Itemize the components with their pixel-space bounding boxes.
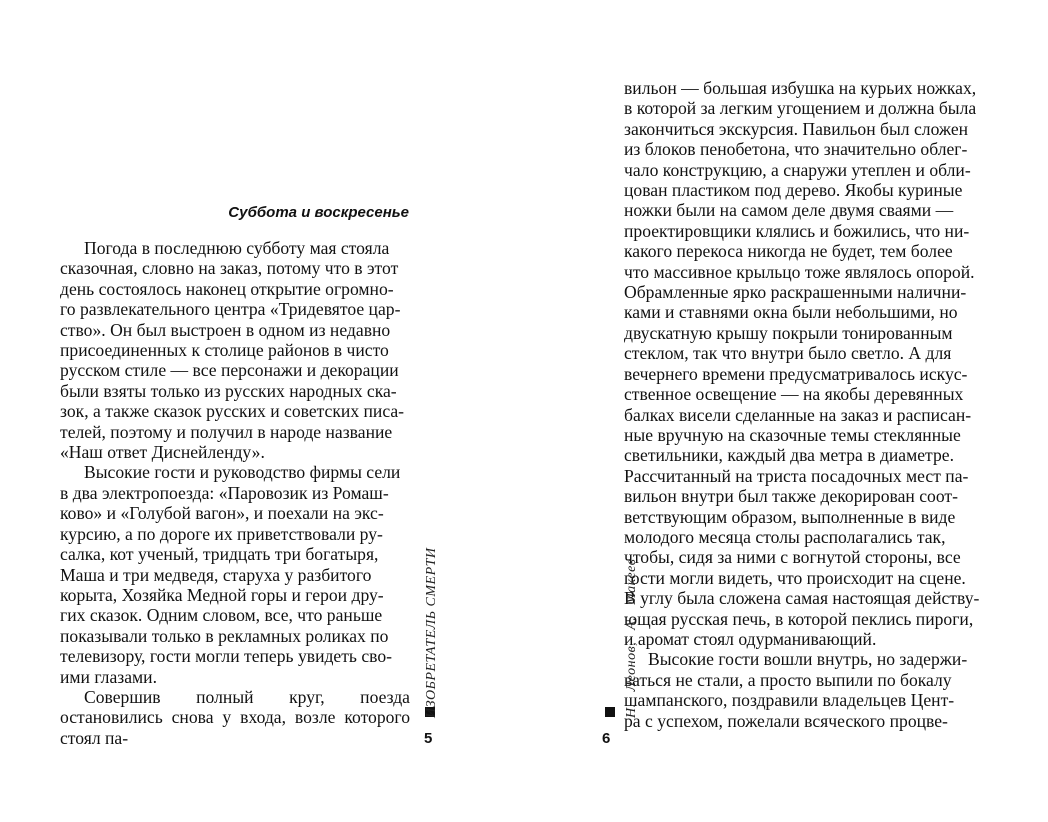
- text-line: день состоялось наконец открытие огромно-: [60, 278, 394, 299]
- text-line: курсию, а по дороге их приветствовали ру-: [60, 523, 383, 544]
- right-page: [524, 0, 1048, 822]
- text-line: ково» и «Голубой вагон», и поехали на экс-: [60, 503, 384, 524]
- text-line: В углу была сложена самая настоящая действу-: [624, 588, 980, 609]
- text-line: русском стиле — все персонажи и декорации: [60, 360, 399, 381]
- running-title: ИЗОБРЕТАТЕЛЬ СМЕРТИ: [424, 547, 439, 718]
- text-line: ваться не стали, а просто выпили по бокалу: [624, 669, 952, 690]
- text-line: телевизору, гости могли теперь увидеть сво-: [60, 646, 393, 667]
- text-line: Совершив полный круг, поезда остановились снова у входа, возле которого стоял па-: [60, 686, 410, 748]
- text-line: в два электропоезда: «Паровозик из Ромаш-: [60, 482, 389, 503]
- text-line: Маша и три медведя, старуха у разбитого: [60, 564, 372, 585]
- text-line: стеклом, так что внутри было светло. А для: [624, 343, 952, 364]
- text-line: ками и ставнями окна были небольшими, но: [624, 302, 958, 323]
- text-line: проектировщики клялись и божились, что ни-: [624, 220, 970, 241]
- text-line: цован пластиком под дерево. Якобы куриные: [624, 180, 963, 201]
- text-line: показывали только в рекламных роликах по: [60, 625, 389, 646]
- text-line: вильон — большая избушка на курьих ножках,: [624, 78, 977, 98]
- text-line: чтобы, сидя за ними с вогнутой стороны, все: [624, 547, 961, 568]
- text-line: ственное освещение — на якобы деревянных: [624, 384, 964, 405]
- text-line: ножки были на самом деле двумя сваями —: [624, 200, 954, 221]
- text-line: молодого месяца столы располагались так,: [624, 526, 946, 547]
- square-bullet-icon: [605, 707, 615, 717]
- left-body-text: [60, 238, 410, 748]
- text-line: гости могли видеть, что происходит на сцене.: [624, 567, 966, 588]
- text-line: Обрамленные ярко раскрашенными налични-: [624, 282, 967, 303]
- text-line: сказочная, словно на заказ, потому что в этот: [60, 258, 399, 279]
- text-line: из блоков пенобетона, что значительно облег-: [624, 139, 968, 160]
- text-line: ими глазами.: [60, 666, 157, 687]
- text-line: зок, а также сказок русских и советских писа-: [60, 401, 405, 422]
- text-line: закончиться экскурсия. Павильон был сложен: [624, 118, 969, 139]
- text-line: балках висели сделанные на заказ и расписан-: [624, 404, 972, 425]
- text-line: были взяты только из русских народных ска-: [60, 380, 397, 401]
- text-line: шампанского, поздравили владельцев Цент-: [624, 690, 955, 711]
- text-line: чало конструкцию, а снаружи утеплен и обли-: [624, 159, 971, 180]
- section-title: Суббота и воскресенье: [228, 204, 409, 221]
- text-line: что массивное крыльцо тоже являлось опорой.: [624, 261, 975, 282]
- text-line: ветствующим образом, выполненные в виде: [624, 506, 956, 527]
- right-body-text: [624, 78, 988, 731]
- text-line: го развлекательного центра «Тридевятое цар-: [60, 299, 401, 320]
- text-line: гих сказок. Одним словом, все, что раньше: [60, 605, 383, 626]
- text-line: в которой за легким угощением и должна была: [624, 98, 977, 119]
- text-line: какого перекоса никогда не будет, тем более: [624, 241, 953, 262]
- text-line: светильники, каждый два метра в диаметре.: [624, 445, 954, 466]
- text-line: Погода в последнюю субботу мая стояла: [84, 238, 390, 258]
- text-line: вильон внутри был также декорирован соот-: [624, 486, 958, 507]
- text-line: присоединенных к столице районов в чисто: [60, 340, 389, 361]
- text-line: ные вручную на сказочные темы стеклянные: [624, 424, 961, 445]
- text-line: и аромат стоял одурманивающий.: [624, 628, 877, 649]
- text-line: ра с успехом, пожелали всяческого процве-: [624, 710, 948, 731]
- text-line: вечернего времени предусматривалось искус-: [624, 363, 968, 384]
- running-title: Н. Леонов, А. Макеев: [624, 558, 639, 718]
- text-line: телей, поэтому и получил в народе название: [60, 421, 393, 442]
- text-line: «Наш ответ Диснейленду».: [60, 442, 265, 463]
- text-line: Высокие гости вошли внутрь, но задержи-: [648, 649, 968, 670]
- text-line: корыта, Хозяйка Медной горы и герои дру-: [60, 584, 384, 605]
- text-line: Рассчитанный на триста посадочных мест па-: [624, 465, 969, 486]
- text-line: Высокие гости и руководство фирмы сели: [84, 462, 401, 483]
- page-number: 5: [424, 730, 433, 747]
- text-line: ющая русская печь, в которой пеклись пироги,: [624, 608, 974, 629]
- page-number: 6: [602, 730, 611, 747]
- text-line: двускатную крышу покрыли тонированным: [624, 322, 953, 343]
- text-line: ство». Он был выстроен в одном из недавно: [60, 319, 391, 340]
- text-line: салка, кот ученый, тридцать три богатыря,: [60, 544, 379, 565]
